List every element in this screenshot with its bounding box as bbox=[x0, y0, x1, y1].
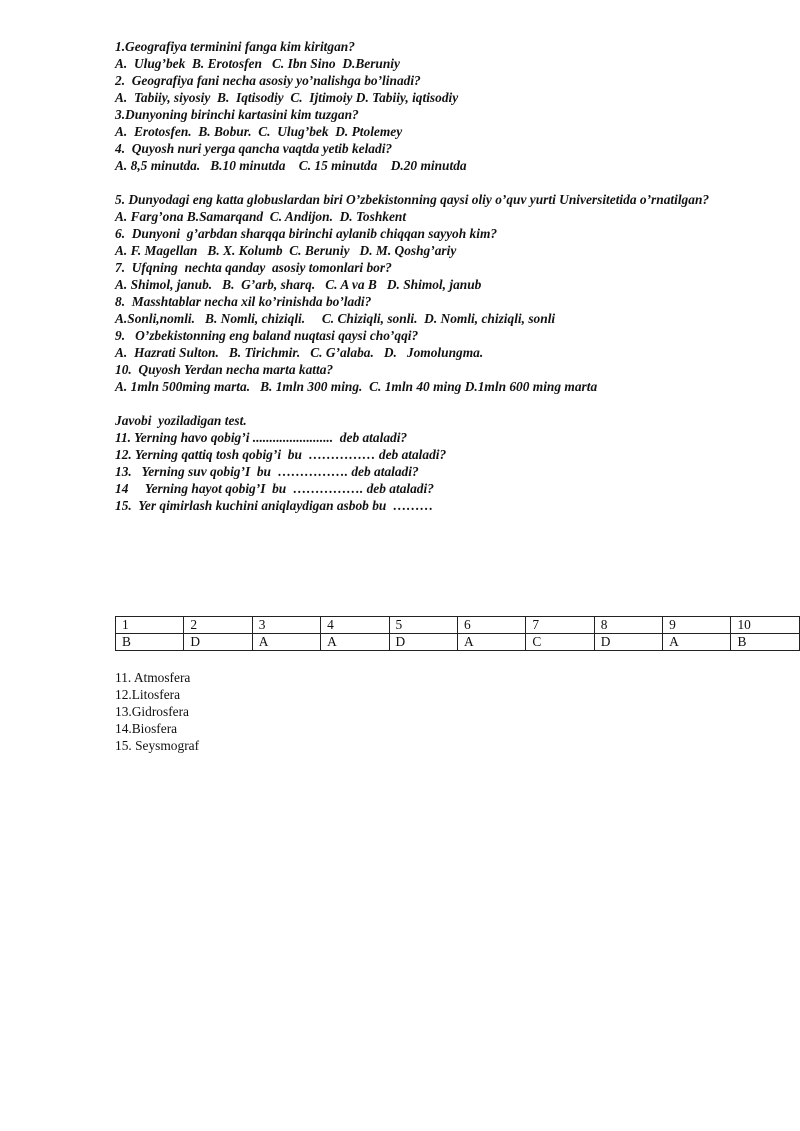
answer-key-cell: A bbox=[457, 634, 525, 651]
open-answer-13: 13.Gidrosfera bbox=[115, 704, 189, 719]
question-5: 5. Dunyodagi eng katta globuslardan biri O’zbekistonning qaysi oliy o’quv yurti Universitetida o’rnatilgan? bbox=[115, 192, 710, 207]
question-7: 7. Ufqning nechta qanday asosiy tomonlari bor? bbox=[115, 260, 392, 275]
answer-key-cell: 3 bbox=[252, 617, 320, 634]
answer-key-cell: 10 bbox=[731, 617, 800, 634]
question-15: 15. Yer qimirlash kuchini aniqlaydigan asbob bu ……… bbox=[115, 498, 434, 513]
open-answers-list bbox=[115, 669, 199, 754]
answer-key-cell: C bbox=[526, 634, 594, 651]
answer-key-cell: A bbox=[321, 634, 389, 651]
answer-key-cell: D bbox=[184, 634, 252, 651]
spacer bbox=[115, 395, 735, 412]
answer-key-letter-row bbox=[116, 634, 800, 651]
question-10-options: A. 1mln 500ming marta. B. 1mln 300 ming. C. 1mln 40 ming D.1mln 600 ming marta bbox=[115, 379, 598, 394]
open-answer-15: 15. Seysmograf bbox=[115, 738, 200, 753]
question-10: 10. Quyosh Yerdan necha marta katta? bbox=[115, 362, 334, 377]
question-6: 6. Dunyoni g’arbdan sharqqa birinchi aylanib chiqqan sayyoh kim? bbox=[115, 226, 498, 241]
answer-key-cell: B bbox=[731, 634, 800, 651]
question-2: 2. Geografiya fani necha asosiy yo’nalishga bo’linadi? bbox=[115, 73, 421, 88]
open-answer-14: 14.Biosfera bbox=[115, 721, 178, 736]
spacer bbox=[115, 174, 735, 191]
open-test-heading: Javobi yoziladigan test. bbox=[115, 413, 247, 428]
question-4: 4. Quyosh nuri yerga qancha vaqtda yetib keladi? bbox=[115, 141, 393, 156]
question-4-options: A. 8,5 minutda. B.10 minutda C. 15 minutda D.20 minutda bbox=[115, 158, 467, 173]
question-3: 3.Dunyoning birinchi kartasini kim tuzgan? bbox=[115, 107, 359, 122]
question-11: 11. Yerning havo qobig’i ........................ deb ataladi? bbox=[115, 430, 408, 445]
question-2-options: A. Tabiiy, siyosiy B. Iqtisodiy C. Ijtimoiy D. Tabiiy, iqtisodiy bbox=[115, 90, 459, 105]
question-3-options: A. Erotosfen. B. Bobur. C. Ulug’bek D. Ptolemey bbox=[115, 124, 403, 139]
question-6-options: A. F. Magellan B. X. Kolumb C. Beruniy D. M. Qoshg’ariy bbox=[115, 243, 457, 258]
question-13: 13. Yerning suv qobig’I bu ……………. deb ataladi? bbox=[115, 464, 419, 479]
question-8-options: A.Sonli,nomli. B. Nomli, chiziqli. C. Chiziqli, sonli. D. Nomli, chiziqli, sonli bbox=[115, 311, 556, 326]
question-9-options: A. Hazrati Sulton. B. Tirichmir. C. G’alaba. D. Jomolungma. bbox=[115, 345, 484, 360]
answer-key-cell: A bbox=[663, 634, 731, 651]
question-1-options: A. Ulug’bek B. Erotosfen C. Ibn Sino D.Beruniy bbox=[115, 56, 400, 71]
answer-key-cell: 6 bbox=[457, 617, 525, 634]
question-5-options: A. Farg’ona B.Samarqand C. Andijon. D. Toshkent bbox=[115, 209, 407, 224]
open-answer-12: 12.Litosfera bbox=[115, 687, 181, 702]
answer-key-cell: 7 bbox=[526, 617, 594, 634]
answer-key-table bbox=[115, 616, 800, 651]
answer-key-cell: D bbox=[594, 634, 662, 651]
answer-key-cell: 1 bbox=[116, 617, 184, 634]
answer-key-cell: B bbox=[116, 634, 184, 651]
question-14: 14 Yerning hayot qobig’I bu ……………. deb ataladi? bbox=[115, 481, 434, 496]
answer-key-number-row bbox=[116, 617, 800, 634]
question-12: 12. Yerning qattiq tosh qobig’i bu …………… deb ataladi? bbox=[115, 447, 447, 462]
question-9: 9. O’zbekistonning eng baland nuqtasi qaysi cho’qqi? bbox=[115, 328, 419, 343]
answer-key-cell: 2 bbox=[184, 617, 252, 634]
question-1: 1.Geografiya terminini fanga kim kiritgan? bbox=[115, 39, 355, 54]
quiz-questions bbox=[115, 38, 735, 514]
answer-key-cell: 9 bbox=[663, 617, 731, 634]
answer-key-cell: A bbox=[252, 634, 320, 651]
open-answer-11: 11. Atmosfera bbox=[115, 670, 191, 685]
question-8: 8. Masshtablar necha xil ko’rinishda bo’ladi? bbox=[115, 294, 372, 309]
answer-key-cell: 4 bbox=[321, 617, 389, 634]
answer-key-cell: 5 bbox=[389, 617, 457, 634]
answer-key-cell: D bbox=[389, 634, 457, 651]
answer-key-cell: 8 bbox=[594, 617, 662, 634]
question-7-options: A. Shimol, janub. B. G’arb, sharq. C. A va B D. Shimol, janub bbox=[115, 277, 482, 292]
